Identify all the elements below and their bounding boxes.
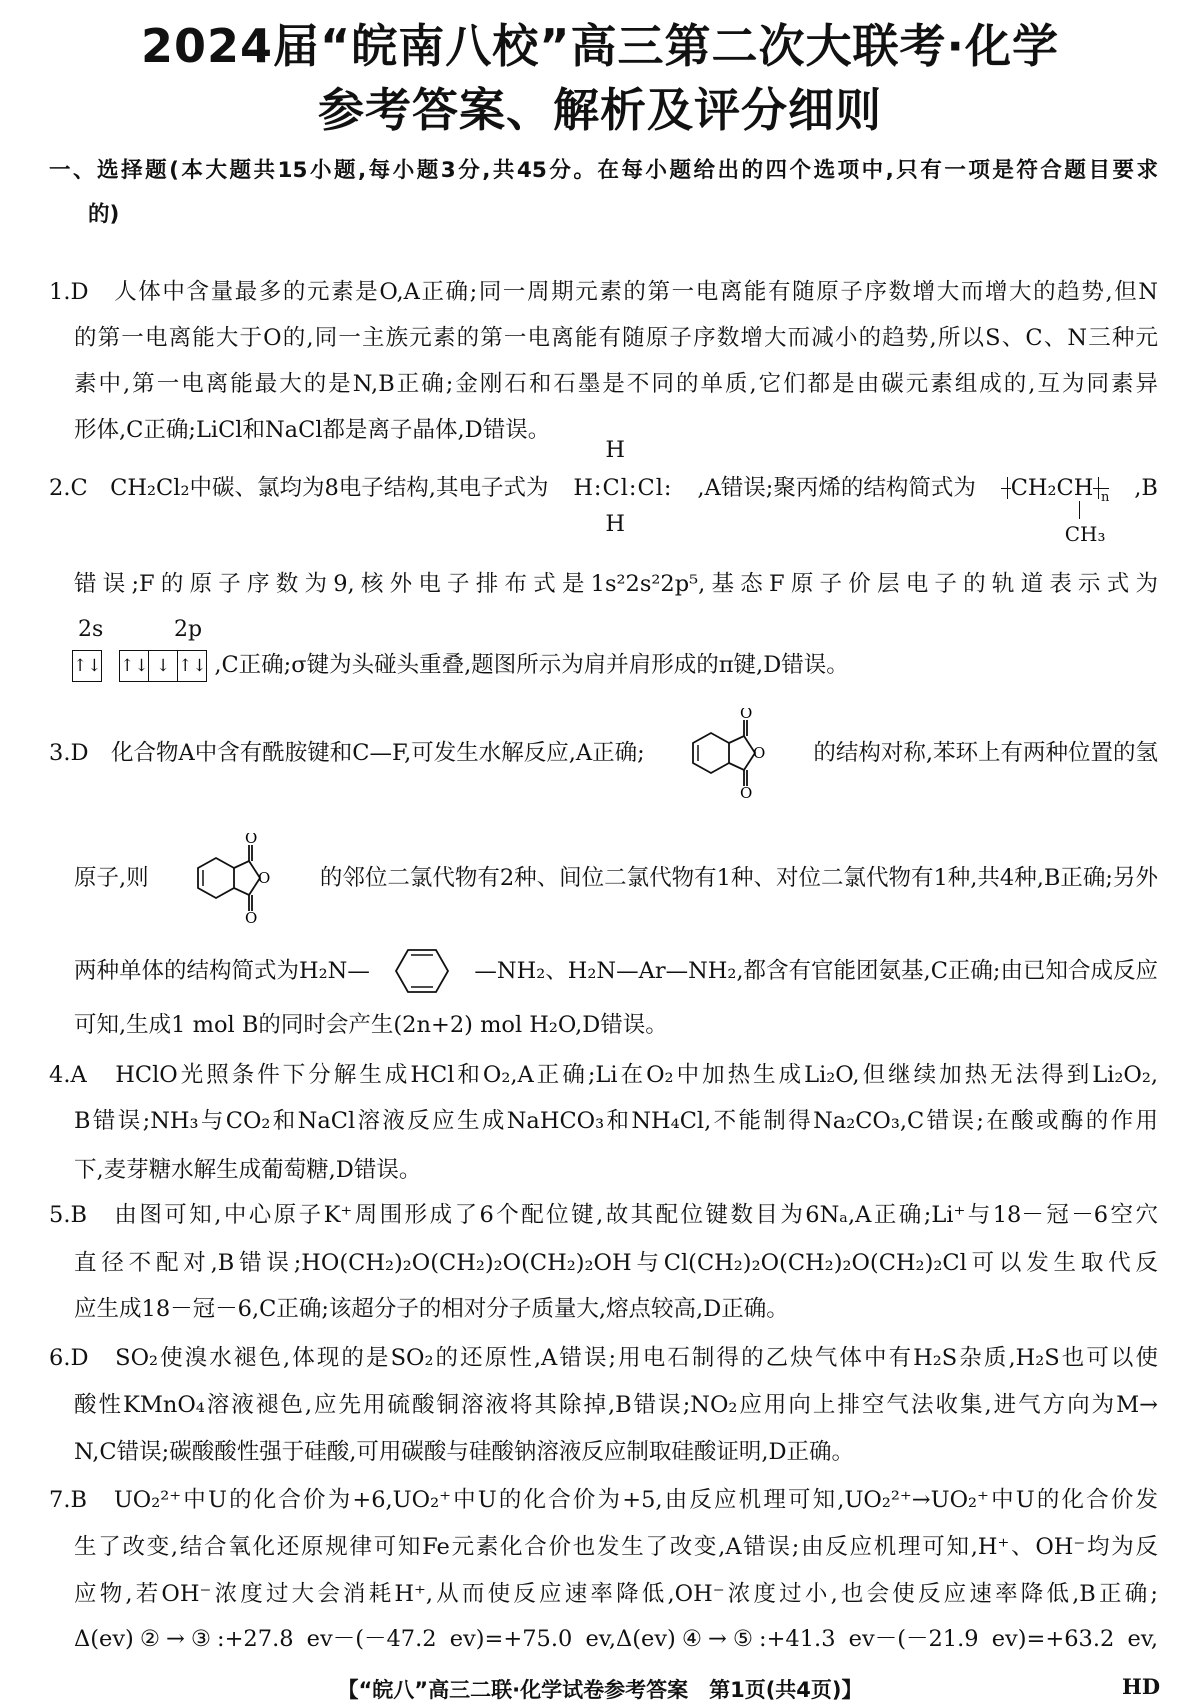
orbital-2s-label: 2s [78, 617, 104, 642]
lewis-h-bottom: H [605, 511, 626, 537]
answer-2-text-a: 2.C CH₂Cl₂中碳、氯均为8电子结构,其电子式为 [49, 475, 549, 501]
page-footer: 【“皖八”高三二联·化学试卷参考答案 第1页(共4页)】 [337, 1678, 863, 1702]
polymer-methyl: CH₃ [1064, 522, 1106, 546]
answer-2-line [49, 437, 1158, 546]
benzene-ring-icon [394, 946, 450, 996]
phthalic-anhydride-structure [689, 708, 769, 798]
svg-text:O: O [740, 784, 753, 798]
answer-3-text-c: 原子,则 [74, 865, 149, 891]
answer-3-text-e: 两种单体的结构简式为H₂N— [74, 958, 370, 984]
lewis-structure [573, 437, 673, 537]
answer-5-line: 应生成18－冠－6,C正确;该超分子的相对分子质量大,熔点较高,D正确。 [74, 1296, 789, 1322]
orbital-box: ↑↓ [73, 656, 102, 676]
answer-1-line: 形体,C正确;LiCl和NaCl都是离子晶体,D错误。 [74, 417, 551, 443]
orbital-box: ↓ [149, 651, 178, 681]
svg-text:O: O [753, 744, 766, 762]
svg-text:O: O [740, 708, 753, 722]
answer-2-line: 错误;F的原子序数为9,核外电子排布式是1s²2s²2p⁵,基态F原子价层电子的轨道表示式为 [74, 571, 1158, 597]
section-heading-cont: 的) [88, 202, 120, 227]
lewis-center: H:Cl:Cl: [573, 475, 673, 501]
polypropylene-structure [1001, 473, 1110, 546]
answer-4-line: 下,麦芽糖水解生成葡萄糖,D错误。 [74, 1157, 422, 1183]
orbital-box: ↑↓ [178, 656, 207, 676]
svg-text:O: O [245, 909, 258, 923]
answer-7-line: Δ(ev)②→③:+27.8 ev－(－47.2 ev)=+75.0 ev,Δ(ev)④→⑤:+41.3 ev－(－21.9 ev)=+63.2 ev, [74, 1626, 1158, 1652]
answer-3-line [74, 956, 1158, 986]
answer-1-line: 的第一电离能大于O的,同一主族元素的第一电离能有随原子序数增大而减小的趋势,所以S、C、N三种元 [74, 325, 1158, 351]
phthalic-anhydride-structure [194, 833, 274, 923]
svg-text:O: O [258, 869, 271, 887]
answer-5-line: 5.B 由图可知,中心原子K⁺周围形成了6个配位键,故其配位键数目为6Nₐ,A正确;Li⁺与18－冠－6空穴 [49, 1202, 1158, 1228]
answer-2-text-c: ,B [1134, 475, 1158, 501]
answer-6-line: 6.D SO₂使溴水褪色,体现的是SO₂的还原性,A错误;用电石制得的乙炔气体中有H₂S杂质,H₂S也可以使 [49, 1345, 1158, 1371]
document-title: 2024届“皖南八校”高三第二次大联考·化学 [141, 19, 1059, 73]
lewis-h-top: H [605, 437, 626, 463]
polymer-n: n [1101, 490, 1110, 505]
answer-3-text-a: 3.D 化合物A中含有酰胺键和C—F,可发生水解反应,A正确; [49, 740, 645, 766]
answer-3-line [74, 833, 1158, 923]
answer-3-text-d: 的邻位二氯代物有2种、间位二氯代物有1种、对位二氯代物有1种,共4种,B正确;另外 [319, 865, 1158, 891]
answer-4-line: 4.A HClO光照条件下分解生成HCl和O₂,A正确;Li在O₂中加热生成Li₂O,但继续加热无法得到Li₂O₂, [49, 1062, 1158, 1088]
orbital-2s-box [72, 650, 102, 682]
answer-5-line: 直径不配对,B错误;HO(CH₂)₂O(CH₂)₂O(CH₂)₂OH与Cl(CH₂)₂O(CH₂)₂O(CH₂)₂Cl可以发生取代反 [74, 1250, 1158, 1276]
answer-3-text-f: —NH₂、H₂N—Ar—NH₂,都含有官能团氨基,C正确;由已知合成反应 [474, 958, 1158, 984]
svg-text:O: O [245, 833, 258, 847]
polymer-unit: CH₂CH [1010, 475, 1094, 501]
answer-2-text-end: ,C正确;σ键为头碰头重叠,题图所示为肩并肩形成的π键,D错误。 [214, 652, 849, 678]
answer-1-line: 素中,第一电离能最大的是N,B正确;金刚石和石墨是不同的单质,它们都是由碳元素组成的,互为同素异 [74, 371, 1158, 397]
answer-3-line: 可知,生成1 mol B的同时会产生(2n+2) mol H₂O,D错误。 [74, 1012, 668, 1038]
answer-1-line: 1.D 人体中含量最多的元素是O,A正确;同一周期元素的第一电离能有随原子序数增大而增大的趋势,但N [49, 279, 1158, 305]
answer-7-line: 应物,若OH⁻浓度过大会消耗H⁺,从而使反应速率降低,OH⁻浓度过小,也会使反应速率降低,B正确; [74, 1581, 1158, 1607]
section-heading: 一、选择题(本大题共15小题,每小题3分,共45分。在每小题给出的四个选项中,只有一项是符合题目要求 [49, 158, 1158, 183]
answer-6-line: 酸性KMnO₄溶液褪色,应先用硫酸铜溶液将其除掉,B错误;NO₂应用向上排空气法收集,进气方向为M→ [74, 1392, 1158, 1418]
orbital-box: ↑↓ [120, 651, 149, 681]
answer-7-line: 7.B UO₂²⁺中U的化合价为+6,UO₂⁺中U的化合价为+5,由反应机理可知,UO₂²⁺→UO₂⁺中U的化合价发 [49, 1487, 1158, 1513]
answer-7-line: 生了改变,结合氧化还原规律可知Fe元素化合价也发生了改变,A错误;由反应机理可知,H⁺、OH⁻均为反 [74, 1534, 1158, 1560]
answer-2-text-b: ,A错误;聚丙烯的结构简式为 [697, 475, 976, 501]
document-subtitle: 参考答案、解析及评分细则 [318, 83, 882, 137]
orbital-2p-label: 2p [174, 617, 203, 642]
answer-6-line: N,C错误;碳酸酸性强于硅酸,可用碳酸与硅酸钠溶液反应制取硅酸证明,D正确。 [74, 1439, 855, 1465]
phthalic-anhydride-icon [194, 833, 274, 923]
benzene-ring-structure [394, 956, 450, 986]
orbital-2p-boxes [119, 650, 207, 682]
orbital-diagram-line [72, 650, 849, 680]
answer-3-text-b: 的结构对称,苯环上有两种位置的氢 [813, 740, 1158, 766]
phthalic-anhydride-icon [689, 708, 769, 798]
answer-4-line: B错误;NH₃与CO₂和NaCl溶液反应生成NaHCO₃和NH₄Cl,不能制得Na₂CO₃,C错误;在酸或酶的作用 [74, 1108, 1158, 1134]
answer-3-line [49, 708, 1158, 798]
footer-code: HD [1122, 1674, 1161, 1699]
